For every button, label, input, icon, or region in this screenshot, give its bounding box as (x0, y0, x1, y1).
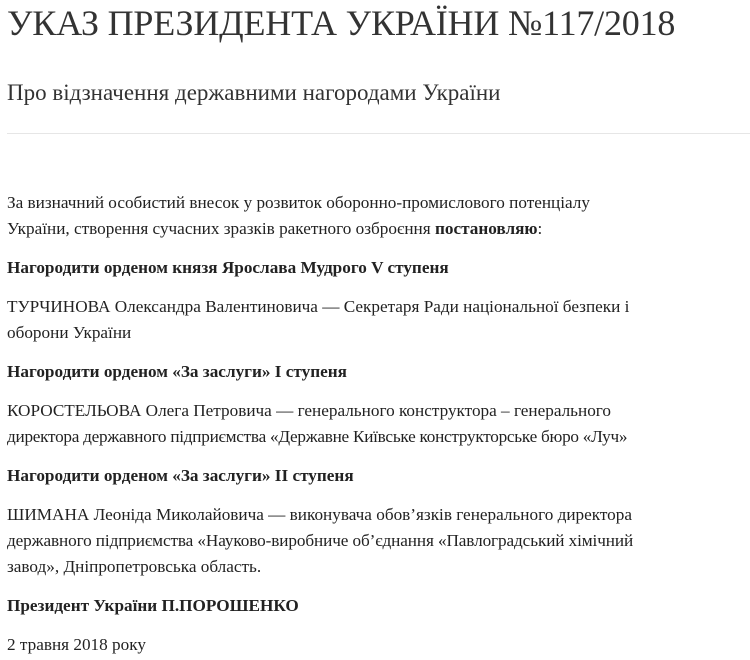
preamble-paragraph (7, 190, 748, 242)
title-divider (7, 133, 750, 134)
award-recipient-2-line-2: директора державного підприємства «Державне Київське конструкторське бюро «Луч» (7, 427, 628, 446)
award-recipient-1 (7, 294, 748, 346)
preamble-line-2-end: : (537, 219, 543, 238)
award-recipient-3-line-1: ШИМАНА Леоніда Миколайовича — виконувача обов’язків генерального директора (7, 505, 632, 524)
award-recipient-3-line-3: завод», Дніпропетровська область. (7, 557, 262, 576)
preamble-line-2-text: України, створення сучасних зразків ракетного озброєння (7, 219, 435, 238)
award-recipient-1-line-1: ТУРЧИНОВА Олександра Валентиновича — Секретаря Ради національної безпеки і (7, 297, 630, 316)
preamble-bold-keyword: постановляю (434, 219, 538, 238)
page-subtitle: Про відзначення державними нагородами України (7, 80, 501, 105)
page-title: УКАЗ ПРЕЗИДЕНТА УКРАЇНИ №117/2018 (7, 3, 676, 43)
signature: Президент України П.ПОРОШЕНКО (7, 596, 299, 615)
award-recipient-1-line-2: оборони України (7, 323, 132, 342)
award-heading-2: Нагородити орденом «За заслуги» I ступеня (7, 362, 347, 381)
award-recipient-3 (7, 502, 748, 580)
award-heading-1: Нагородити орденом князя Ярослава Мудрого V ступеня (7, 258, 449, 277)
award-recipient-2-line-1: КОРОСТЕЛЬОВА Олега Петровича — генерального конструктора – генерального (7, 401, 612, 420)
award-recipient-2 (7, 398, 748, 450)
award-heading-3: Нагородити орденом «За заслуги» II ступеня (7, 466, 354, 485)
preamble-line-1: За визначний особистий внесок у розвиток оборонно-промислового потенціалу (7, 193, 590, 212)
decree-date: 2 травня 2018 року (7, 635, 146, 654)
award-recipient-3-line-2: державного підприємства «Науково-виробниче об’єднання «Павлоградський хімічний (7, 531, 634, 550)
preamble-line-2 (7, 219, 542, 238)
